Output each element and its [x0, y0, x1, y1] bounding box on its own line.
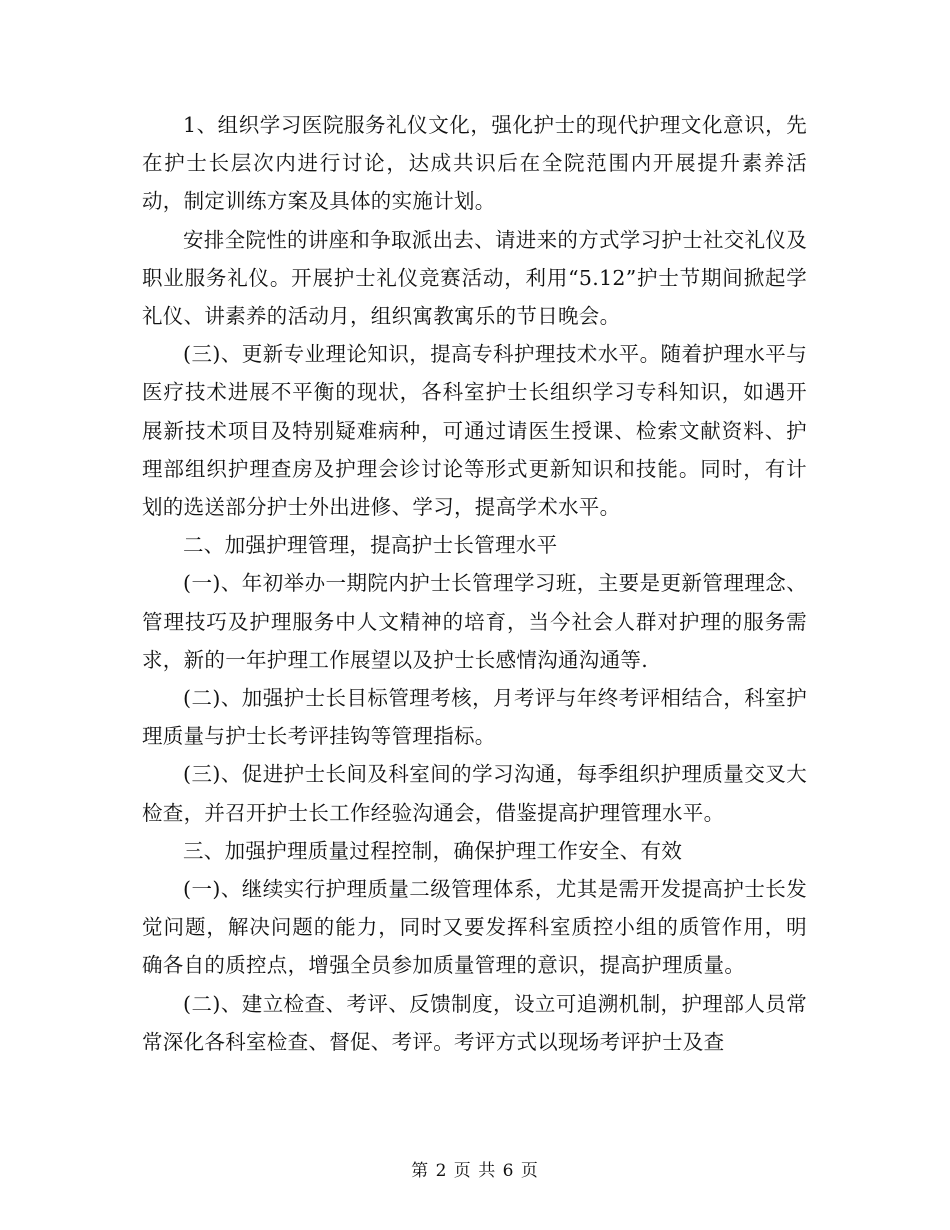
paragraph-1: 1、组织学习医院服务礼仪文化，强化护士的现代护理文化意识，先在护士长层次内进行讨论，达成共识后在全院范围内开展提升素养活动，制定训练方案及具体的实施计划。 [142, 113, 807, 214]
paragraph-7: (三)、促进护士长间及科室间的学习沟通，每季组织护理质量交叉大检查，并召开护士长工作经验沟通会，借鉴提高护理管理水平。 [142, 762, 807, 825]
section-heading-3: 三、加强护理质量过程控制，确保护理工作安全、有效 [183, 838, 683, 863]
page-number-footer: 第 2 页 共 6 页 [411, 1161, 539, 1181]
body-text [142, 106, 807, 1061]
paragraph-9: (一)、继续实行护理质量二级管理体系，尤其是需开发提高护士长发觉问题，解决问题的能力，同时又要发挥科室质控小组的质管作用，明确各自的质控点，增强全员参加质量管理的意识，提高护理质量。 [142, 877, 807, 978]
section-heading-2: 二、加强护理管理，提高护士长管理水平 [183, 533, 558, 558]
paragraph-2: 安排全院性的讲座和争取派出去、请进来的方式学习护士社交礼仪及职业服务礼仪。开展护士礼仪竞赛活动，利用“5.12”护士节期间掀起学礼仪、讲素养的活动月，组织寓教寓乐的节日晚会。 [142, 227, 807, 329]
paragraph-5: (一)、年初举办一期院内护士长管理学习班，主要是更新管理理念、管理技巧及护理服务中人文精神的培育，当今社会人群对护理的服务需求，新的一年护理工作展望以及护士长感情沟通沟通等. [142, 571, 807, 672]
paragraph-3: (三)、更新专业理论知识，提高专科护理技术水平。随着护理水平与医疗技术进展不平衡的现状，各科室护士长组织学习专科知识，如遇开展新技术项目及特别疑难病种，可通过请医生授课、检索文献资料、护理部组织护理查房及护理会诊讨论等形式更新知识和技能。同时，有计划的选送部分护士外出进修、学习，提高学术水平。 [142, 342, 807, 520]
paragraph-10: (二)、建立检查、考评、反馈制度，设立可追溯机制，护理部人员常常深化各科室检查、督促、考评。考评方式以现场考评护士及查 [142, 991, 807, 1054]
paragraph-6: (二)、加强护士长目标管理考核，月考评与年终考评相结合，科室护理质量与护士长考评挂钩等管理指标。 [142, 686, 807, 749]
